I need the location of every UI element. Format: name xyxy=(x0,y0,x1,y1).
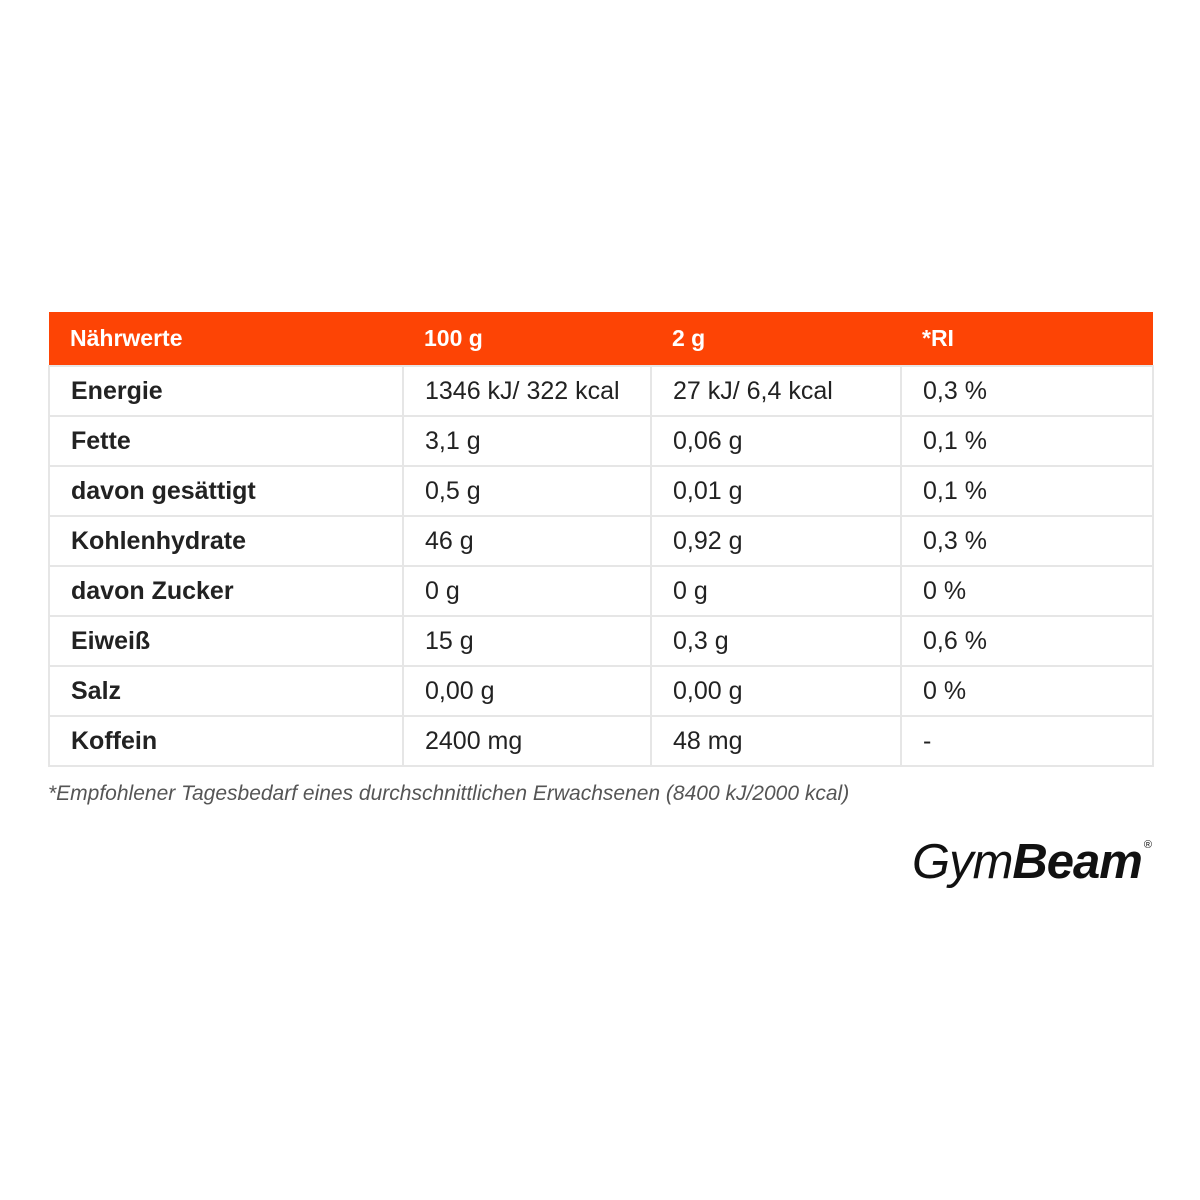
value-per-100g: 0,5 g xyxy=(403,466,651,516)
value-per-serving: 0 g xyxy=(651,566,901,616)
value-ri: 0,3 % xyxy=(901,516,1153,566)
nutrient-name: Fette xyxy=(49,416,403,466)
table-row xyxy=(49,666,1153,716)
value-per-serving: 0,06 g xyxy=(651,416,901,466)
table-row xyxy=(49,516,1153,566)
value-per-serving: 0,92 g xyxy=(651,516,901,566)
table-row xyxy=(49,566,1153,616)
table-row xyxy=(49,366,1153,416)
value-ri: 0 % xyxy=(901,666,1153,716)
nutrient-name: Eiweiß xyxy=(49,616,403,666)
value-per-serving: 0,01 g xyxy=(651,466,901,516)
value-ri: 0,1 % xyxy=(901,416,1153,466)
nutrient-name: davon Zucker xyxy=(49,566,403,616)
logo-gym-text: Gym xyxy=(911,835,1013,889)
nutrient-name: Salz xyxy=(49,666,403,716)
header-ri: *RI xyxy=(901,312,1153,366)
registered-mark: ® xyxy=(1143,839,1152,851)
value-per-100g: 0,00 g xyxy=(403,666,651,716)
value-per-100g: 0 g xyxy=(403,566,651,616)
header-nutrient: Nährwerte xyxy=(49,312,403,366)
value-ri: 0,3 % xyxy=(901,366,1153,416)
value-per-serving: 0,3 g xyxy=(651,616,901,666)
value-ri: 0,1 % xyxy=(901,466,1153,516)
logo-beam-text: Beam xyxy=(1012,835,1142,889)
gymbeam-logo xyxy=(912,832,1152,892)
nutrient-name: Kohlenhydrate xyxy=(49,516,403,566)
footnote: *Empfohlener Tagesbedarf eines durchschnittlichen Erwachsenen (8400 kJ/2000 kcal) xyxy=(48,782,850,805)
value-per-100g: 15 g xyxy=(403,616,651,666)
value-ri: 0,6 % xyxy=(901,616,1153,666)
header-per-100g: 100 g xyxy=(403,312,651,366)
header-per-serving: 2 g xyxy=(651,312,901,366)
nutrition-table xyxy=(48,312,1154,767)
table-row xyxy=(49,716,1153,766)
value-per-100g: 2400 mg xyxy=(403,716,651,766)
value-per-100g: 3,1 g xyxy=(403,416,651,466)
table-row xyxy=(49,416,1153,466)
logo-wordmark xyxy=(912,832,1142,892)
value-ri: 0 % xyxy=(901,566,1153,616)
value-per-serving: 0,00 g xyxy=(651,666,901,716)
nutrient-name: davon gesättigt xyxy=(49,466,403,516)
value-per-100g: 1346 kJ/ 322 kcal xyxy=(403,366,651,416)
value-per-serving: 48 mg xyxy=(651,716,901,766)
table-header-row xyxy=(49,312,1153,366)
value-per-serving: 27 kJ/ 6,4 kcal xyxy=(651,366,901,416)
nutrient-name: Energie xyxy=(49,366,403,416)
table-row xyxy=(49,466,1153,516)
value-per-100g: 46 g xyxy=(403,516,651,566)
nutrient-name: Koffein xyxy=(49,716,403,766)
table-row xyxy=(49,616,1153,666)
value-ri: - xyxy=(901,716,1153,766)
